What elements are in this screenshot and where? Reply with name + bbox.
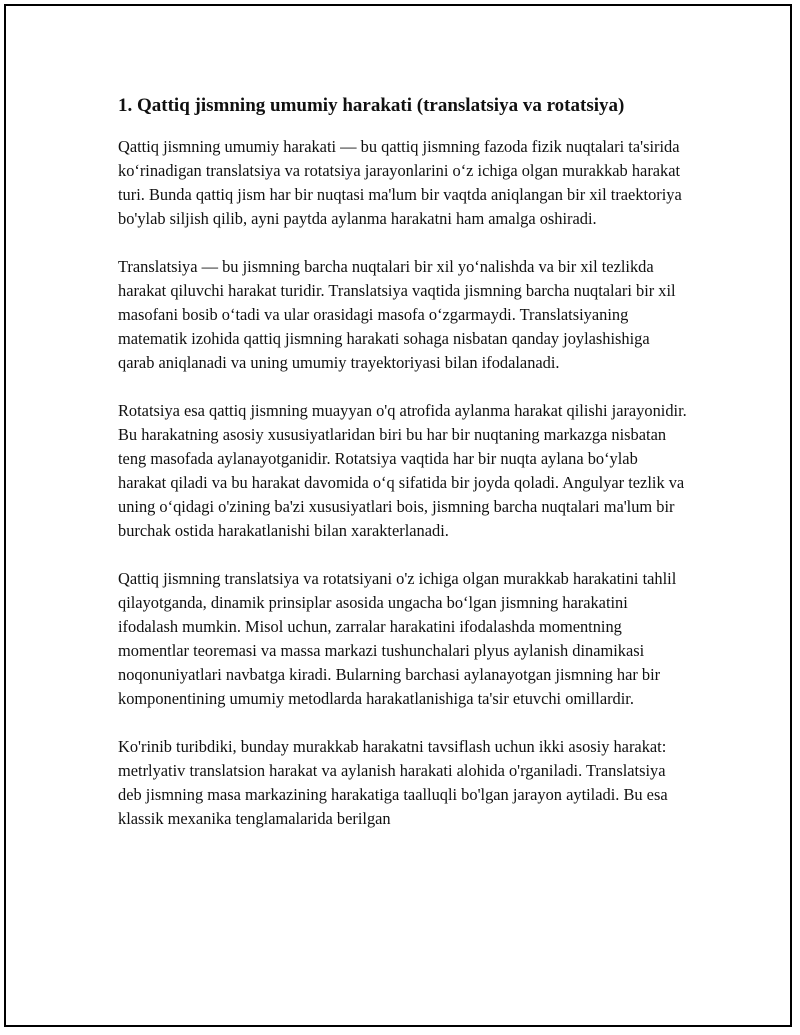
paragraph-conclusion: Ko'rinib turibdiki, bunday murakkab harakatni tavsiflash uchun ikki asosiy harakat: metrlyativ translatsion harakat va aylanish harakati alohida o'rganiladi. Translatsiya deb jismning masa markazining harakatiga taalluqli bo'lgan jarayon aytiladi. Bu esa klassik mexanika tenglamalarida berilgan [118,737,668,828]
paragraph-rotation: Rotatsiya esa qattiq jismning muayyan o'q atrofida aylanma harakat qilishi jarayonidir. Bu harakatning asosiy xususiyatlaridan biri bu har bir nuqtaning markazga nisbatan teng masofada aylanayotganidir. Rotatsiya vaqtida har bir nuqta aylana bo‘ylab harakat qiladi va bu harakat davomida o‘q sifatida bir joyda qoladi. Angulyar tezlik va uning o‘qidagi o'zining ba'zi xususiyatlari bois, jismning barcha nuqtalari ma'lum bir burchak ostida harakatlanishi bilan xarakterlanadi. [118,401,687,540]
paragraph-general-motion: Qattiq jismning umumiy harakati — bu qattiq jismning fazoda fizik nuqtalari ta'sirida ko‘rinadigan translatsiya va rotatsiya jarayonlarini o‘z ichiga olgan murakkab harakat turi. Bunda qattiq jism har bir nuqtasi ma'lum bir vaqtda aniqlangan bir xil traektoriya bo'ylab siljish qilib, ayni paytda aylanma harakatni ham amalga oshiradi. [118,137,682,228]
section-title: 1. Qattiq jismning umumiy harakati (translatsiya va rotatsiya) [118,95,625,116]
paragraph-translation: Translatsiya — bu jismning barcha nuqtalari bir xil yo‘nalishda va bir xil tezlikda harakat qiluvchi harakat turidir. Translatsiya vaqtida jismning barcha nuqtalari bir xil masofani bosib o‘tadi va ular orasidagi masofa o‘zgarmaydi. Translatsiyaning matematik izohida qattiq jismning harakati sohaga nisbatan qanday joylashishiga qarab aniqlanadi va uning umumiy trayektoriyasi bilan ifodalanadi. [118,257,676,372]
paragraph-combined-motion: Qattiq jismning translatsiya va rotatsiyani o'z ichiga olgan murakkab harakatini tahlil qilayotganda, dinamik prinsiplar asosida ungacha bo‘lgan jismning harakatini ifodalash mumkin. Misol uchun, zarralar harakatini ifodalashda momentning momentlar teoremasi va massa markazi tushunchalari plyus aylanish dinamikasi noqonuniyatlari navbatga kiradi. Bularning barchasi aylanayotgan jismning har bir komponentining umumiy metodlarda harakatlanishiga ta'sir etuvchi omillardir. [118,569,677,708]
document-body [118,94,688,855]
